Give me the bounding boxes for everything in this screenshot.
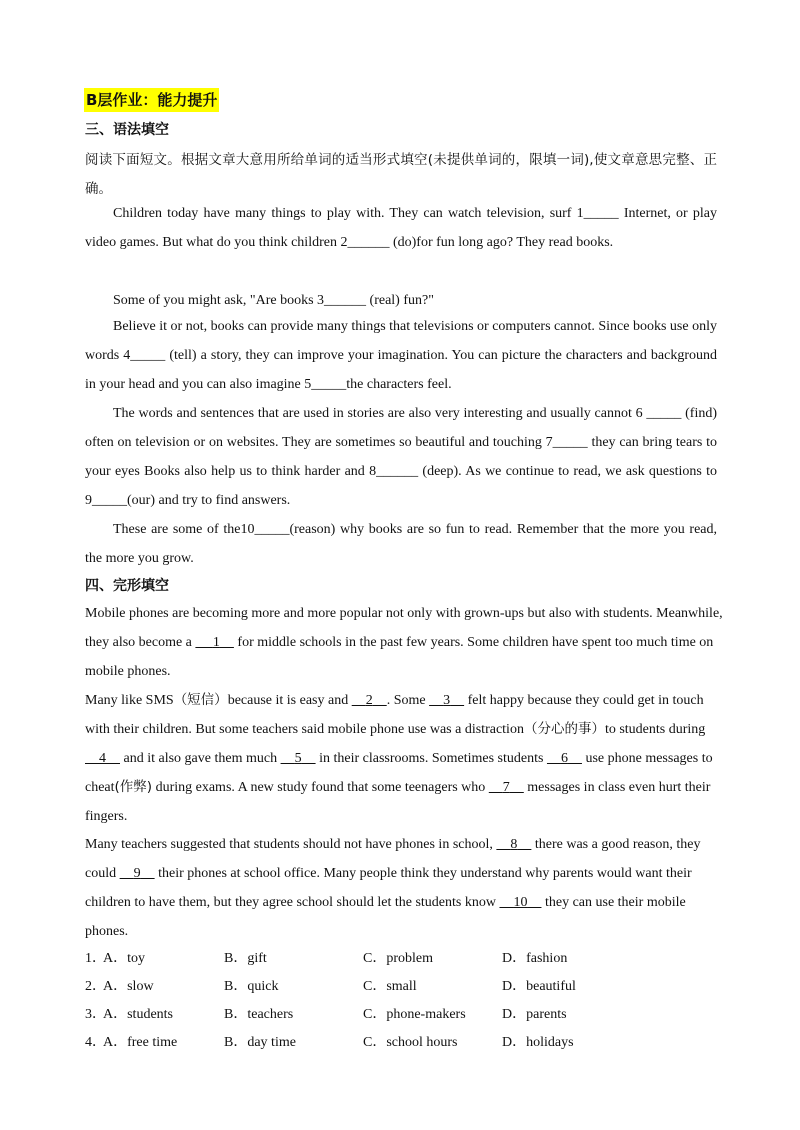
cloze-text: during exams. A new study found that some teenagers who [152, 780, 489, 795]
option-b: B．teachers [224, 1007, 294, 1022]
grammar-heading: 三、语法填空 [85, 122, 169, 138]
cloze-text: to students during [604, 722, 706, 737]
cloze-blank-3: 3 [443, 693, 451, 708]
option-c: C．phone-makers [363, 1007, 466, 1022]
cloze-blank-6: 6 [560, 751, 568, 766]
grammar-instruction: 阅读下面短文。根据文章大意用所给单词的适当形式填空(未提供单词的，限填一词),使文章意思完整、正确。 [85, 152, 717, 197]
cloze-blank-8: 8 [510, 837, 518, 852]
cloze-blank-4: 4 [99, 751, 106, 766]
option-d: D．fashion [502, 951, 568, 966]
cloze-text: their phones at school office. Many people think they understand why parents would want their children to have them, but they agree school should let the students know [85, 866, 692, 910]
cloze-text: Many like SMS [85, 693, 174, 708]
cloze-text: messages in class even hurt their fingers. [85, 780, 711, 824]
cloze-text: because it is easy and [227, 693, 352, 708]
grammar-paragraph-5: These are some of the10_____(reason) why books are so fun to read. Remember that the more you read, the more you grow. [85, 522, 717, 566]
cloze-blank-7: 7 [502, 780, 510, 795]
cloze-paragraph-3 [85, 830, 725, 946]
question-number: 3． [85, 1007, 106, 1022]
option-d: D．beautiful [502, 979, 576, 994]
cloze-blank-10: 10 [513, 895, 528, 910]
cloze-text: for middle schools in the past few years. Some children have spent too much time on mobile phones. [85, 635, 714, 679]
grammar-paragraph-2: Some of you might ask, "Are books 3______ (real) fun?" [113, 293, 434, 308]
grammar-paragraph-1: Children today have many things to play with. They can watch television, surf 1_____ Internet, or play video games. But what do you think children 2______ (do)for fun long ago? They read books. [85, 206, 717, 250]
option-a: A．toy [103, 951, 145, 966]
cloze-text: felt happy because they could get in touch with their children. But some teachers said mobile phone use was a distraction [85, 693, 704, 737]
option-a: A．free time [103, 1035, 178, 1050]
cloze-text: Many teachers suggested that students should not have phones in school, [85, 837, 497, 852]
option-b: B．gift [224, 951, 267, 966]
cloze-text: there was a good reason, they could [85, 837, 701, 881]
cloze-text: they can use their mobile phones. [85, 895, 686, 939]
question-number: 4． [85, 1035, 106, 1050]
cloze-blank-9: 9 [133, 866, 141, 881]
cloze-blank-5: 5 [294, 751, 302, 766]
cloze-gloss: (作弊) [114, 779, 153, 795]
option-b: B．day time [224, 1035, 296, 1050]
option-row-3 [85, 1001, 725, 1029]
cloze-text: use phone messages to cheat [85, 751, 713, 795]
section-tag: B层作业：能力提升 [84, 88, 219, 112]
cloze-text: Mobile phones are becoming more and more popular not only with grown-ups but also with students. Meanwhile, they also become a [85, 606, 723, 650]
grammar-paragraph-3: Believe it or not, books can provide many things that televisions or computers cannot. Since books use only words 4_____ (tell) a story, they can improve your imagination. You can picture the characters and background in your head and you can also imagine 5_____the characters feel. [85, 319, 717, 392]
question-number: 2． [85, 979, 106, 994]
grammar-paragraph-4: The words and sentences that are used in stories are also very interesting and usually cannot 6 _____ (find) often on television or on websites. They are sometimes so beautiful and touching 7_____ they can bring tears to your eyes Books also help us to think harder and 8______ (deep). As we continue to read, we ask questions to 9_____(our) and try to find answers. [85, 406, 717, 508]
cloze-blank-1: 1 [212, 635, 220, 650]
cloze-paragraph-1 [85, 599, 725, 686]
option-row-4 [85, 1029, 725, 1057]
cloze-text: and it also gave them much [120, 751, 281, 766]
option-c: C．problem [363, 951, 433, 966]
option-a: A．students [103, 1007, 173, 1022]
option-a: A．slow [103, 979, 154, 994]
option-b: B．quick [224, 979, 279, 994]
cloze-blank-2: 2 [365, 693, 373, 708]
cloze-text: . Some [386, 693, 430, 708]
cloze-paragraph-2 [85, 686, 725, 831]
option-row-2 [85, 973, 725, 1001]
cloze-gloss: （短信） [173, 692, 228, 708]
option-row-1 [85, 945, 725, 973]
option-d: D．holidays [502, 1035, 574, 1050]
option-c: C．small [363, 979, 417, 994]
cloze-heading: 四、完形填空 [85, 578, 169, 594]
cloze-gloss: （分心的事） [523, 721, 605, 737]
option-d: D．parents [502, 1007, 567, 1022]
option-c: C．school hours [363, 1035, 458, 1050]
question-number: 1． [85, 951, 106, 966]
cloze-text: in their classrooms. Sometimes students [315, 751, 547, 766]
